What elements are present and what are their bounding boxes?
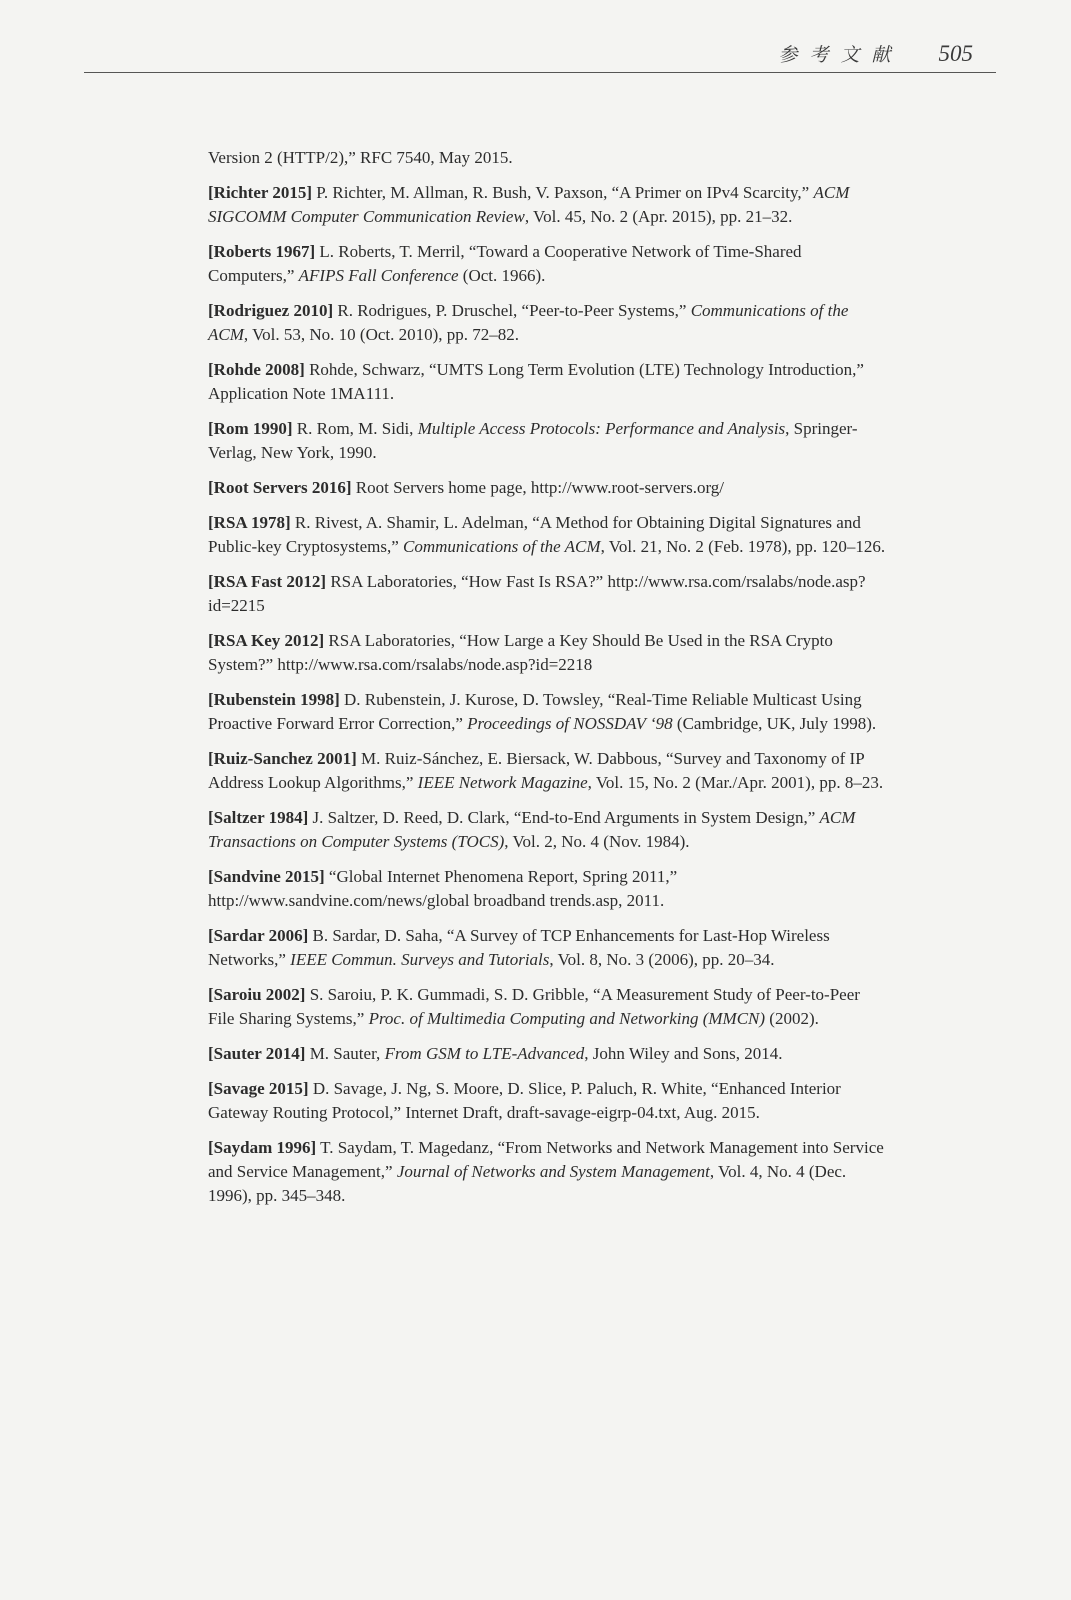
reference-key: [RSA Key 2012] <box>208 631 325 650</box>
reference-key: [Rom 1990] <box>208 419 293 438</box>
reference-key: [RSA Fast 2012] <box>208 572 327 591</box>
reference-entry <box>208 1136 888 1208</box>
reference-text: Root Servers home page, http://www.root-servers.org/ <box>351 478 725 497</box>
reference-key: [Savage 2015] <box>208 1079 309 1098</box>
reference-text: “Global Internet Phenomena Report, Spring 2011,” http://www.sandvine.com/news/global broadband trends.asp, 2011. <box>208 867 678 910</box>
reference-key: [Rodriguez 2010] <box>208 301 334 320</box>
reference-text: L. Roberts, T. Merril, “Toward a Cooperative Network of Time-Shared Computers,” <box>208 242 802 285</box>
reference-text: M. Sauter, <box>305 1044 385 1063</box>
reference-list <box>208 146 888 1219</box>
reference-title-italic: Multiple Access Protocols: Performance and Analysis <box>417 419 786 438</box>
running-head <box>778 40 973 67</box>
reference-entry <box>208 865 888 913</box>
reference-entry <box>208 358 888 406</box>
reference-title-italic: Communications of the ACM <box>403 537 601 556</box>
reference-text: , Vol. 53, No. 10 (Oct. 2010), pp. 72–82. <box>243 325 520 344</box>
reference-text: , Springer-Verlag, New York, 1990. <box>208 419 858 462</box>
reference-text: , Vol. 2, No. 4 (Nov. 1984). <box>504 832 690 851</box>
reference-key: [Saroiu 2002] <box>208 985 306 1004</box>
reference-key: [Richter 2015] <box>208 183 313 202</box>
reference-text: J. Saltzer, D. Reed, D. Clark, “End-to-End Arguments in System Design,” <box>308 808 820 827</box>
reference-entry <box>208 570 888 618</box>
page-number: 505 <box>938 41 973 66</box>
reference-text: P. Richter, M. Allman, R. Bush, V. Paxson, “A Primer on IPv4 Scarcity,” <box>312 183 814 202</box>
header-rule <box>84 72 996 73</box>
reference-key: [Rubenstein 1998] <box>208 690 340 709</box>
reference-key: [Roberts 1967] <box>208 242 316 261</box>
reference-key: [Ruiz-Sanchez 2001] <box>208 749 357 768</box>
reference-title-italic: From GSM to LTE-Advanced <box>384 1044 585 1063</box>
reference-text: , Vol. 8, No. 3 (2006), pp. 20–34. <box>549 950 775 969</box>
reference-text: (2002). <box>765 1009 819 1028</box>
reference-text: , Vol. 15, No. 2 (Mar./Apr. 2001), pp. 8–23. <box>587 773 884 792</box>
reference-entry <box>208 1077 888 1125</box>
reference-title-italic: Proceedings of NOSSDAV ‘98 <box>467 714 673 733</box>
reference-text: Rohde, Schwarz, “UMTS Long Term Evolution (LTE) Technology Introduction,” Application Note 1MA111. <box>208 360 864 403</box>
reference-text: , Vol. 45, No. 2 (Apr. 2015), pp. 21–32. <box>524 207 793 226</box>
reference-title-italic: AFIPS Fall Conference <box>298 266 459 285</box>
reference-title-italic: IEEE Commun. Surveys and Tutorials <box>290 950 550 969</box>
reference-text: RSA Laboratories, “How Large a Key Should Be Used in the RSA Crypto System?” http://www.rsa.com/rsalabs/node.asp?id=2218 <box>208 631 833 674</box>
reference-text: (Oct. 1966). <box>458 266 546 285</box>
reference-text: R. Rivest, A. Shamir, L. Adelman, “A Method for Obtaining Digital Signatures and Public-key Cryptosystems,” <box>208 513 861 556</box>
reference-entry <box>208 181 888 229</box>
reference-title-italic: ACM SIGCOMM Computer Communication Review <box>208 183 850 226</box>
reference-entry <box>208 476 888 500</box>
reference-title-italic: IEEE Network Magazine <box>417 773 588 792</box>
reference-title-italic: Proc. of Multimedia Computing and Networking (MMCN) <box>368 1009 766 1028</box>
reference-key: [Rohde 2008] <box>208 360 305 379</box>
reference-entry <box>208 146 888 170</box>
reference-text: Version 2 (HTTP/2),” RFC 7540, May 2015. <box>208 148 513 167</box>
reference-text: R. Rom, M. Sidi, <box>292 419 418 438</box>
reference-text: , Vol. 21, No. 2 (Feb. 1978), pp. 120–126. <box>600 537 886 556</box>
reference-entry <box>208 629 888 677</box>
reference-text: , Vol. 4, No. 4 (Dec. 1996), pp. 345–348. <box>208 1162 847 1205</box>
section-title: 参考文献 <box>778 44 903 66</box>
reference-key: [Sardar 2006] <box>208 926 309 945</box>
reference-key: [RSA 1978] <box>208 513 291 532</box>
reference-entry <box>208 417 888 465</box>
reference-entry <box>208 240 888 288</box>
reference-key: [Sauter 2014] <box>208 1044 306 1063</box>
reference-text: M. Ruiz-Sánchez, E. Biersack, W. Dabbous, “Survey and Taxonomy of IP Address Lookup Algorithms,” <box>208 749 865 792</box>
reference-text: RSA Laboratories, “How Fast Is RSA?” http://www.rsa.com/rsalabs/node.asp?id=2215 <box>208 572 866 615</box>
reference-key: [Saydam 1996] <box>208 1138 317 1157</box>
reference-entry <box>208 1042 888 1066</box>
reference-text: (Cambridge, UK, July 1998). <box>672 714 877 733</box>
reference-title-italic: Communications of the ACM <box>208 301 849 344</box>
reference-entry <box>208 924 888 972</box>
reference-key: [Sandvine 2015] <box>208 867 325 886</box>
reference-text: T. Saydam, T. Magedanz, “From Networks and Network Management into Service and Service Management,” <box>208 1138 884 1181</box>
reference-text: , John Wiley and Sons, 2014. <box>584 1044 783 1063</box>
reference-text: S. Saroiu, P. K. Gummadi, S. D. Gribble, “A Measurement Study of Peer-to-Peer File Sharing Systems,” <box>208 985 860 1028</box>
reference-text: D. Savage, J. Ng, S. Moore, D. Slice, P. Paluch, R. White, “Enhanced Interior Gateway Routing Protocol,” Internet Draft, draft-savage-eigrp-04.txt, Aug. 2015. <box>208 1079 841 1122</box>
reference-entry <box>208 511 888 559</box>
reference-title-italic: ACM Transactions on Computer Systems (TOCS) <box>208 808 856 851</box>
reference-text: D. Rubenstein, J. Kurose, D. Towsley, “Real-Time Reliable Multicast Using Proactive Forward Error Correction,” <box>208 690 862 733</box>
reference-entry <box>208 747 888 795</box>
reference-text: R. Rodrigues, P. Druschel, “Peer-to-Peer Systems,” <box>333 301 691 320</box>
reference-text: B. Sardar, D. Saha, “A Survey of TCP Enhancements for Last-Hop Wireless Networks,” <box>208 926 830 969</box>
reference-title-italic: Journal of Networks and System Management <box>396 1162 710 1181</box>
reference-entry <box>208 299 888 347</box>
reference-key: [Root Servers 2016] <box>208 478 352 497</box>
reference-entry <box>208 983 888 1031</box>
reference-key: [Saltzer 1984] <box>208 808 309 827</box>
reference-entry <box>208 688 888 736</box>
reference-entry <box>208 806 888 854</box>
